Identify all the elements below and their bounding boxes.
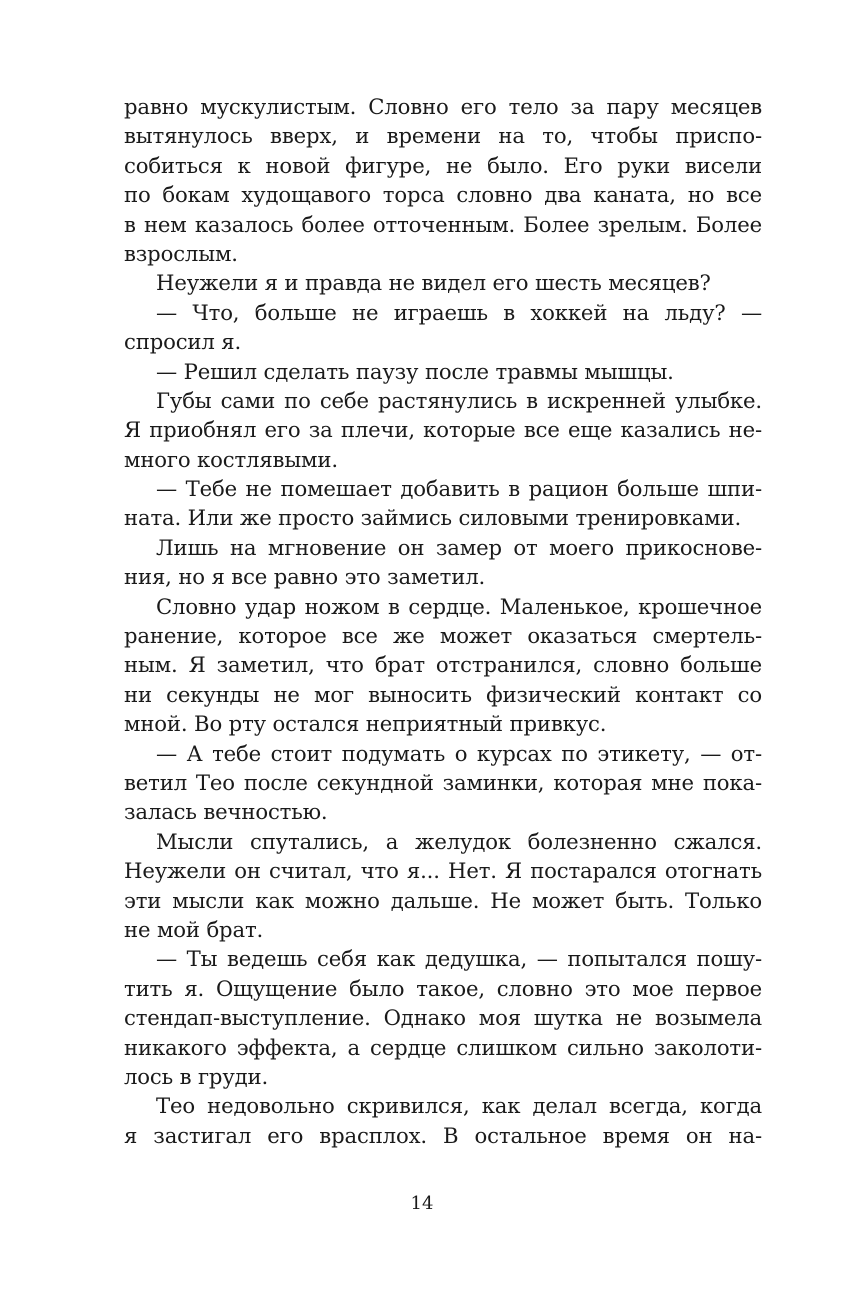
text-line: Тео недовольно скривился, как делал всегда, когда (156, 1093, 762, 1119)
page-body-text (124, 92, 762, 1150)
text-line: Словно удар ножом в сердце. Маленькое, крошечное (156, 593, 762, 619)
text-line: не мой брат. (124, 916, 264, 942)
text-line: в нем казалось более отточенным. Более зрелым. Более (124, 211, 762, 237)
text-line: Мысли спутались, а желудок болезненно сжался. (156, 828, 762, 854)
text-line: мной. Во рту остался неприятный привкус. (124, 711, 607, 737)
text-line: собиться к новой фигуре, не было. Его руки висели (124, 152, 762, 178)
text-line: тить я. Ощущение было такое, словно это мое первое (124, 975, 762, 1001)
text-line: вытянулось вверх, и времени на то, чтобы приспо- (124, 123, 762, 149)
text-line: Неужели я и правда не видел его шесть месяцев? (156, 270, 711, 296)
text-line: Я приобнял его за плечи, которые все еще казались не- (124, 417, 762, 443)
text-line: ни секунды не мог выносить физический контакт со (124, 681, 762, 707)
text-line: лось в груди. (124, 1063, 269, 1089)
text-line: равно мускулистым. Словно его тело за пару месяцев (124, 94, 762, 119)
text-line: ветил Тео после секундной заминки, которая мне пока- (124, 769, 762, 795)
text-line: — Что, больше не играешь в хоккей на льду? — (156, 299, 762, 325)
text-line: залась вечностью. (124, 799, 328, 825)
text-line: ным. Я заметил, что брат отстранился, словно больше (124, 652, 762, 678)
text-line: стендап-выступление. Однако моя шутка не возымела (124, 1005, 762, 1031)
text-line: Губы сами по себе растянулись в искренней улыбке. (156, 387, 762, 413)
text-line: много костлявыми. (124, 446, 338, 472)
text-line: взрослым. (124, 240, 238, 266)
text-line: ната. Или же просто займись силовыми тренировками. (124, 505, 742, 531)
text-line: ранение, которое все же может оказаться смертель- (124, 623, 762, 649)
text-line: Лишь на мгновение он замер от моего прикоснове- (156, 534, 762, 560)
text-line: ния, но я все равно это заметил. (124, 564, 486, 590)
text-line: — Тебе не помешает добавить в рацион больше шпи- (156, 476, 762, 502)
text-line: Неужели он считал, что я... Нет. Я постарался отогнать (124, 858, 762, 884)
text-line: эти мысли как можно дальше. Не может быть. Только (124, 887, 762, 913)
text-line: по бокам худощавого торса словно два каната, но все (124, 182, 762, 208)
text-line: никакого эффекта, а сердце слишком сильно заколоти- (124, 1034, 762, 1060)
text-line: — Ты ведешь себя как дедушка, — попытался пошу- (156, 946, 762, 972)
page-number: 14 (410, 1193, 434, 1214)
text-line: — А тебе стоит подумать о курсах по этикету, — от- (156, 740, 762, 766)
text-line: спросил я. (124, 329, 242, 355)
text-line: я застигал его врасплох. В остальное время он на- (124, 1122, 762, 1148)
text-line: — Решил сделать паузу после травмы мышцы. (156, 358, 674, 384)
